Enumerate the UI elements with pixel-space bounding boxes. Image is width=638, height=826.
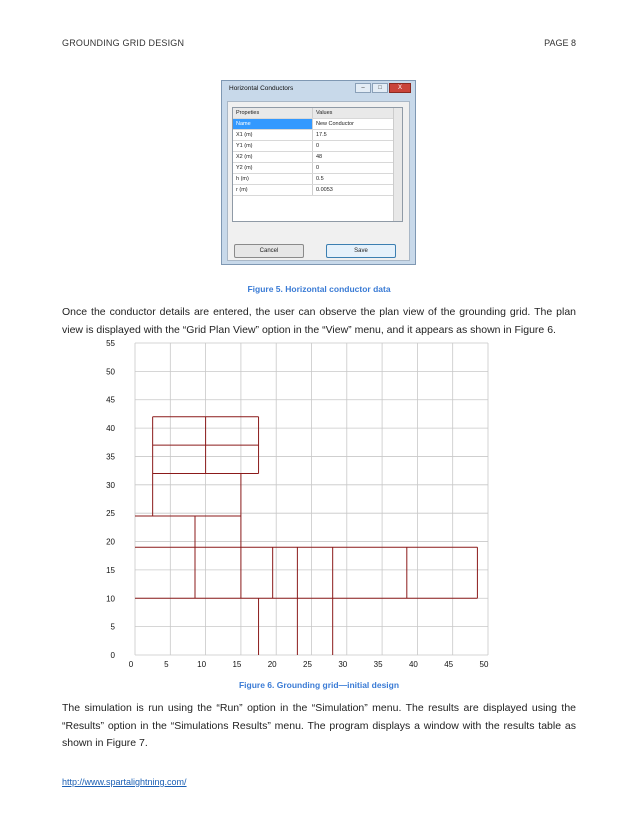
property-name: Y2 (m) (233, 163, 313, 173)
footer-link[interactable]: http://www.spartalightning.com/ (62, 777, 187, 787)
property-name: h (m) (233, 174, 313, 184)
property-row[interactable] (233, 130, 402, 141)
close-icon[interactable]: X (389, 83, 411, 93)
x-tick-label: 5 (164, 660, 169, 669)
x-tick-label: 20 (267, 660, 277, 669)
x-tick-label: 25 (303, 660, 312, 669)
y-tick-label: 30 (106, 480, 115, 490)
property-value[interactable]: 17.5 (316, 132, 327, 138)
property-name: Name (233, 119, 313, 129)
property-grid-header (233, 108, 402, 119)
y-tick-label: 20 (106, 537, 115, 547)
x-tick-label: 15 (232, 660, 242, 669)
property-value[interactable]: 0.0053 (316, 187, 333, 193)
property-row[interactable] (233, 119, 402, 130)
column-header-values: Values (316, 110, 333, 116)
x-tick-label: 10 (197, 660, 207, 669)
property-row[interactable] (233, 141, 402, 152)
property-grid (232, 107, 403, 222)
y-tick-label: 15 (106, 565, 115, 575)
x-tick-label: 50 (479, 660, 489, 669)
running-header-title: GROUNDING GRID DESIGN (62, 38, 185, 48)
property-grid-scrollbar[interactable] (393, 108, 402, 221)
property-row[interactable] (233, 152, 402, 163)
property-name: X2 (m) (233, 152, 313, 162)
y-tick-label: 40 (106, 424, 115, 434)
y-tick-label: 10 (106, 594, 115, 604)
y-tick-label: 50 (106, 367, 115, 377)
paragraph-2: The simulation is run using the “Run” option in the “Simulation” menu. The results are displayed using the “Results” option in the “Simulations Results” menu. The program displays a window with the results table as shown in Figure 7. (62, 702, 576, 749)
property-row[interactable] (233, 174, 402, 185)
figure-6-caption: Figure 6. Grounding grid—initial design (238, 680, 400, 690)
dialog-title: Horizontal Conductors (229, 85, 294, 92)
property-row[interactable] (233, 163, 402, 174)
y-tick-label: 0 (110, 651, 115, 660)
property-value[interactable]: 0 (316, 143, 320, 149)
property-row[interactable] (233, 185, 402, 196)
y-tick-label: 45 (106, 395, 115, 405)
property-name: r (m) (233, 185, 313, 195)
figure-5-caption: Figure 5. Horizontal conductor data (247, 284, 391, 294)
grounding-grid-chart (0, 335, 638, 675)
property-name: X1 (m) (233, 130, 313, 140)
x-tick-label: 35 (373, 660, 383, 669)
x-tick-label: 45 (444, 660, 454, 669)
property-value[interactable]: 48 (316, 154, 323, 160)
y-tick-label: 55 (106, 339, 115, 348)
horizontal-conductors-dialog (221, 80, 416, 265)
x-tick-label: 40 (408, 660, 418, 669)
dialog-body (227, 101, 410, 261)
property-value[interactable]: 0.5 (316, 176, 324, 182)
y-tick-label: 5 (110, 622, 115, 632)
x-tick-label: 30 (338, 660, 348, 669)
save-button[interactable]: Save (326, 244, 396, 258)
cancel-button[interactable]: Cancel (234, 244, 304, 258)
y-tick-label: 35 (106, 452, 115, 462)
property-name: Y1 (m) (233, 141, 313, 151)
page-number: PAGE 8 (544, 38, 576, 48)
x-tick-label: 0 (128, 660, 134, 669)
y-tick-label: 25 (106, 509, 115, 519)
column-header-properties: Propeties (233, 108, 313, 118)
property-value[interactable]: New Conductor (316, 121, 354, 127)
property-value[interactable]: 0 (316, 165, 320, 171)
window-controls (355, 83, 411, 93)
minimize-icon[interactable]: – (355, 83, 371, 93)
maximize-icon[interactable]: □ (372, 83, 388, 93)
paragraph-1: Once the conductor details are entered, the user can observe the plan view of the grounding grid. The plan view is displayed with the “Grid Plan View” option in the “View” menu, and it appears as shown in Figure 6. (62, 306, 576, 336)
